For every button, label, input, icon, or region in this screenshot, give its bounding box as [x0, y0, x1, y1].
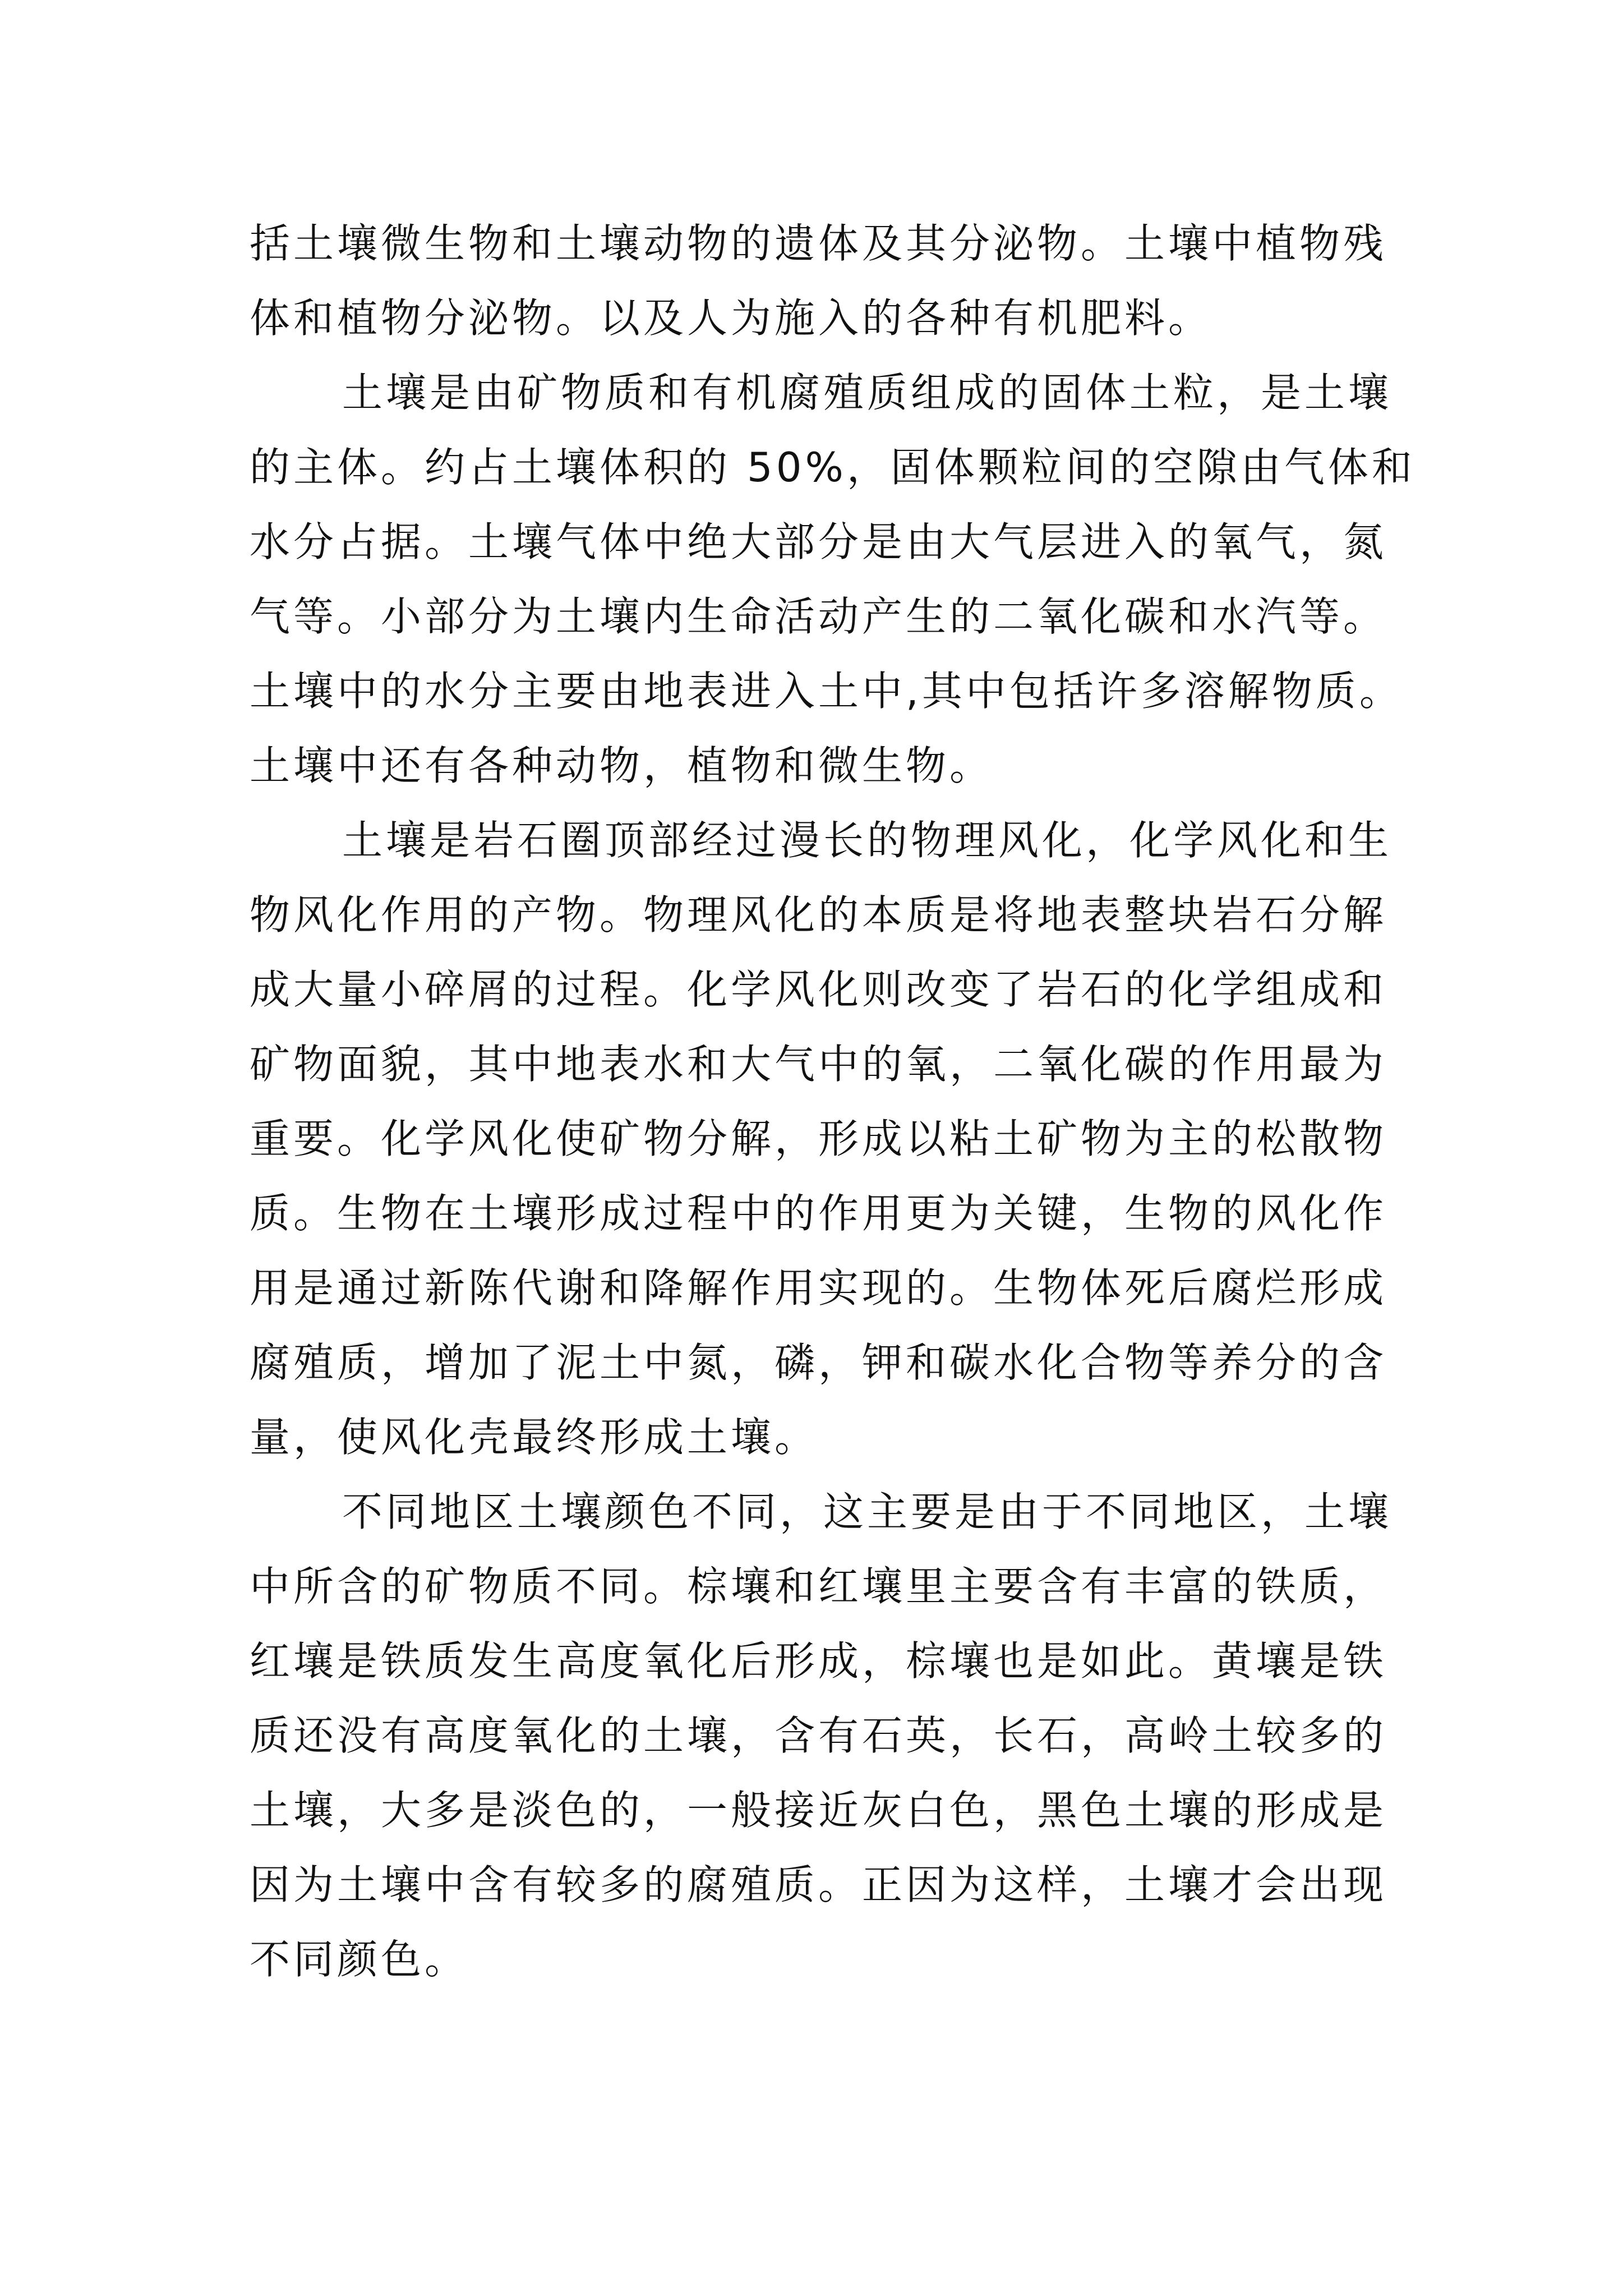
text-line: 量，使风化壳最终形成土壤。 — [250, 1414, 819, 1461]
text-line: 腐殖质，增加了泥土中氮，磷，钾和碳水化合物等养分的含 — [250, 1339, 1387, 1386]
document-body — [250, 206, 1415, 1997]
text-line: 物风化作用的产物。物理风化的本质是将地表整块岩石分解 — [250, 891, 1387, 938]
text-line: 质还没有高度氧化的土壤，含有石英，长石，高岭土较多的 — [250, 1712, 1387, 1759]
text-line: 成大量小碎屑的过程。化学风化则改变了岩石的化学组成和 — [250, 966, 1387, 1013]
text-line: 水分占据。土壤气体中绝大部分是由大气层进入的氧气，氮 — [250, 518, 1387, 565]
text-line: 土壤是由矿物质和有机腐殖质组成的固体土粒，是土壤 — [342, 369, 1393, 416]
paragraph-4 — [250, 1475, 1394, 1997]
paragraph-3 — [250, 803, 1394, 1475]
text-line: 土壤中的水分主要由地表进入土中,其中包括许多溶解物质。 — [250, 668, 1403, 715]
text-line: 不同地区土壤颜色不同，这主要是由于不同地区，土壤 — [342, 1488, 1393, 1535]
text-line: 因为土壤中含有较多的腐殖质。正因为这样，土壤才会出现 — [250, 1861, 1387, 1908]
text-line: 括土壤微生物和土壤动物的遗体及其分泌物。土壤中植物残 — [250, 220, 1387, 267]
text-line: 红壤是铁质发生高度氧化后形成，棕壤也是如此。黄壤是铁 — [250, 1637, 1387, 1685]
text-line: 土壤，大多是淡色的，一般接近灰白色，黑色土壤的形成是 — [250, 1787, 1387, 1834]
text-line: 体和植物分泌物。以及人为施入的各种有机肥料。 — [250, 295, 1212, 342]
paragraph-2 — [250, 356, 1415, 803]
text-line: 气等。小部分为土壤内生命活动产生的二氧化碳和水汽等。 — [250, 593, 1387, 640]
text-line: 矿物面貌，其中地表水和大气中的氧，二氧化碳的作用最为 — [250, 1041, 1387, 1088]
text-line: 质。生物在土壤形成过程中的作用更为关键，生物的风化作 — [250, 1190, 1387, 1237]
text-line: 土壤中还有各种动物，植物和微生物。 — [250, 742, 994, 789]
text-line: 的主体。约占土壤体积的 50%，固体颗粒间的空隙由气体和 — [250, 444, 1415, 491]
text-line: 不同颜色。 — [250, 1936, 469, 1983]
text-line: 中所含的矿物质不同。棕壤和红壤里主要含有丰富的铁质， — [250, 1563, 1387, 1610]
text-line: 重要。化学风化使矿物分解，形成以粘土矿物为主的松散物 — [250, 1115, 1387, 1162]
text-line: 用是通过新陈代谢和降解作用实现的。生物体死后腐烂形成 — [250, 1264, 1387, 1312]
paragraph-1 — [250, 206, 1394, 356]
text-line: 土壤是岩石圈顶部经过漫长的物理风化，化学风化和生 — [342, 817, 1393, 864]
